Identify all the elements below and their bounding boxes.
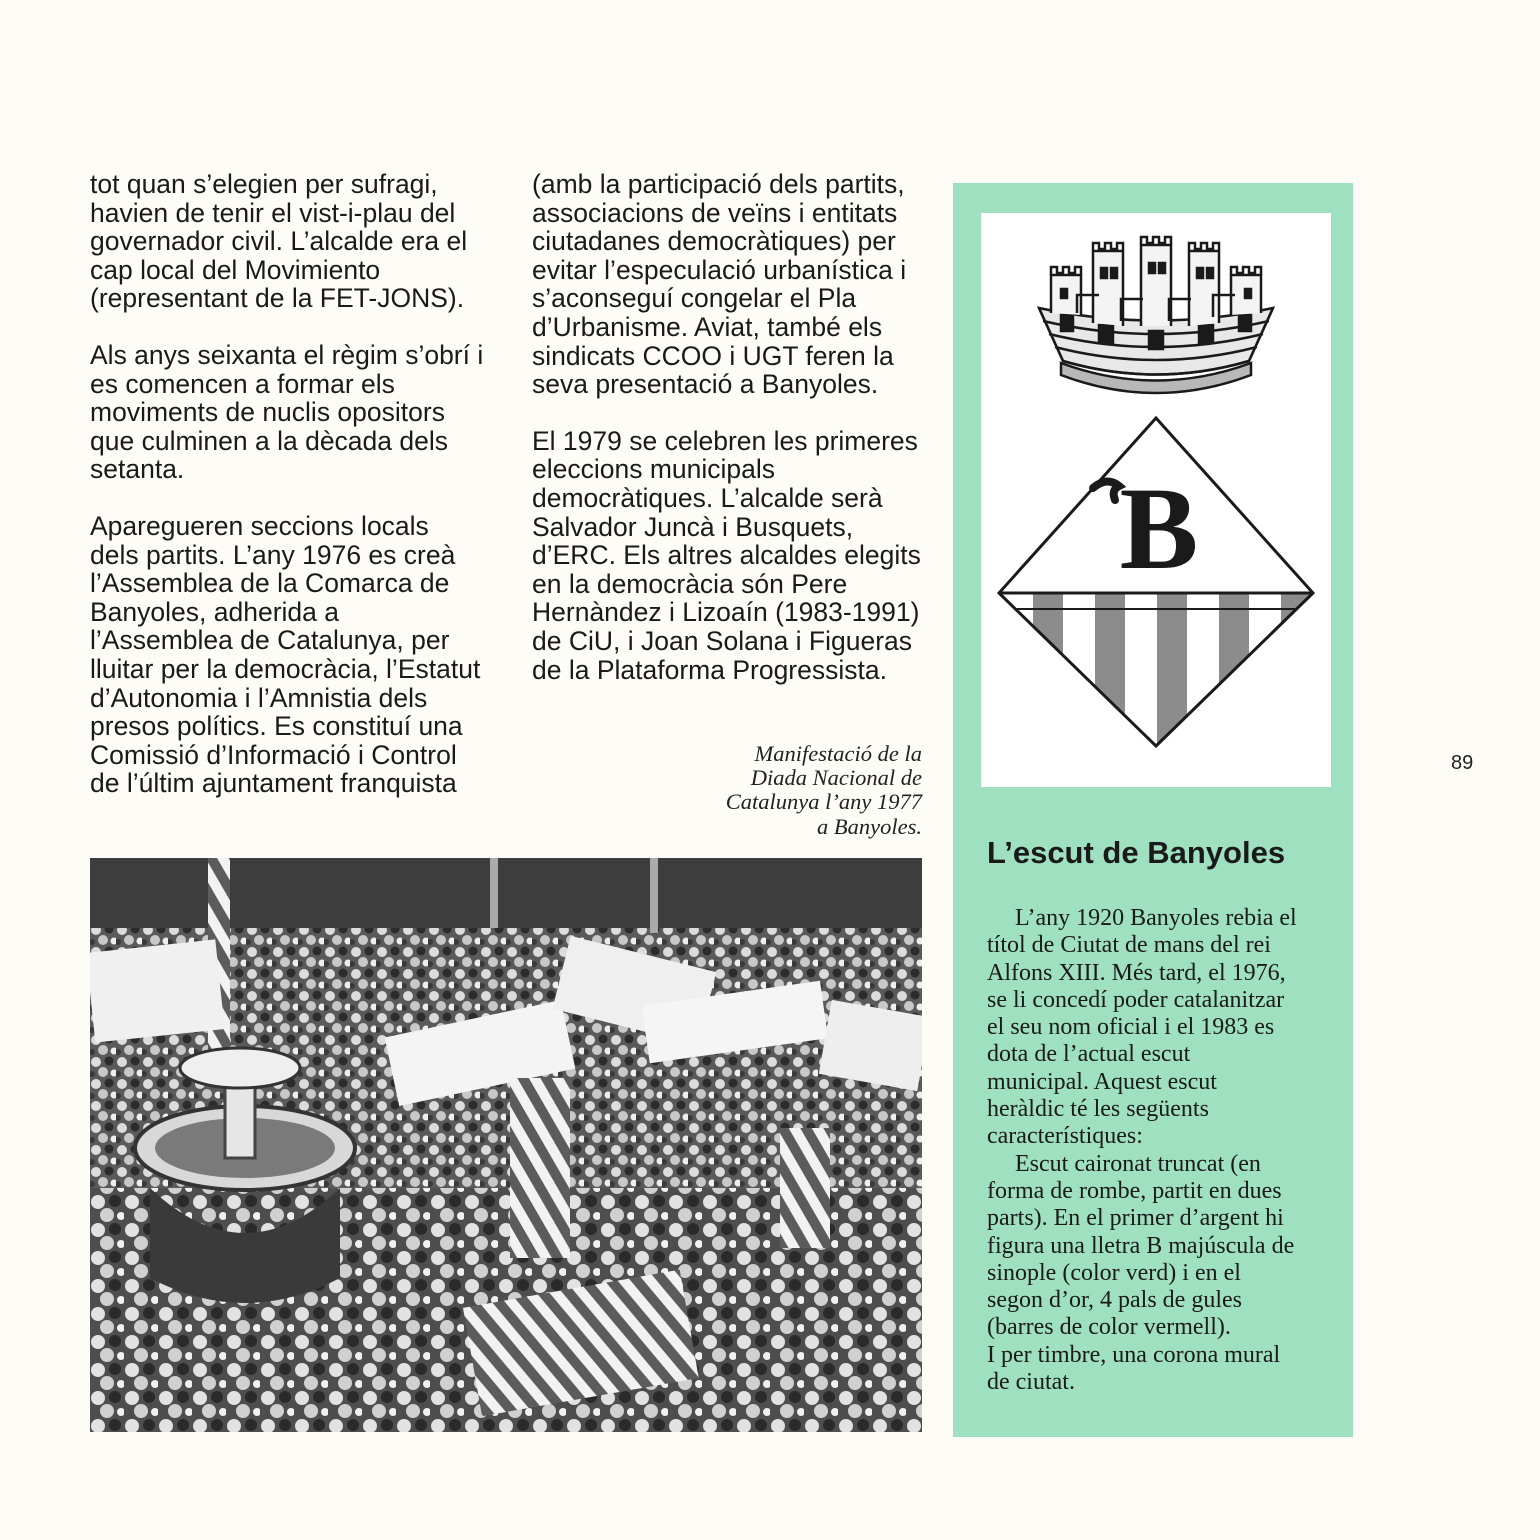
sidebar-title: L’escut de Banyoles [987, 835, 1286, 870]
text-column-1 [90, 170, 510, 798]
paragraph: tot quan s’elegien per sufragi, havien de tenir el vist-i-plau del governador civil. L’alcalde era el cap local del Movimiento (representant de la FET-JONS). [90, 169, 468, 314]
paragraph: L’any 1920 Banyoles rebia el títol de Ciutat de mans del rei Alfons XIII. Més tard, el 1976, se li concedí poder catalanitzar el seu nom oficial i el 1983 es dota de l’actual escut municipal. Aquest escut heràldic té les següents característiques: [987, 905, 1297, 1150]
paragraph: El 1979 se celebren les primeres eleccions municipals democràtiques. L’alcalde serà Salvador Juncà i Busquets, d’ERC. Els altres alcaldes elegits en la democràcia són Pere Hernàndez i Lizoaín (1983-1991) de CiU, i Joan Solana i Figueras de la Plataforma Progressista. [532, 425, 921, 685]
mural-crown-icon [1039, 237, 1273, 393]
shield-letter: B [1119, 463, 1199, 594]
shield-emblem-icon [999, 418, 1313, 753]
paragraph: Aparegueren seccions locals dels partits. L’any 1976 es creà l’Assemblea de la Comarca de Banyoles, adherida a l’Assemblea de Catalunya, per lluitar per la democràcia, l’Estatut d’Autonomia i l’Amnistia dels presos polítics. Es constituí una Comissió d’Informació i Control de l’últim ajuntament franquista [90, 510, 481, 799]
demonstration-photo [90, 858, 922, 1432]
coat-of-arms-frame [981, 213, 1331, 787]
page-number: 89 [1451, 752, 1474, 774]
sidebar-body [987, 905, 1341, 1396]
text-column-2 [532, 170, 942, 684]
paragraph: Als anys seixanta el règim s’obrí i es comencen a formar els moviments de nuclis opositors que culminen a la dècada dels setanta. [90, 339, 484, 485]
paragraph: (amb la participació dels partits, associacions de veïns i entitats ciutadanes democràtiques) per evitar l’especulació urbanística i s’aconseguí congelar el Pla d’Urbanisme. Aviat, també els sindicats CCOO i UGT feren la seva presentació a Banyoles. [532, 169, 907, 400]
sidebar-panel [953, 183, 1353, 1437]
paragraph: Escut caironat truncat (en forma de rombe, partit en dues parts). En el primer d’argent hi figura una lletra B majúscula de sinople (color verd) i en el segon d’or, 4 pals de gules (barres de color vermell). [987, 1150, 1295, 1341]
photo-caption: Manifestació de la Diada Nacional de Catalunya l’any 1977 a Banyoles. [725, 741, 922, 839]
paragraph: I per timbre, una corona mural de ciutat. [987, 1341, 1281, 1396]
